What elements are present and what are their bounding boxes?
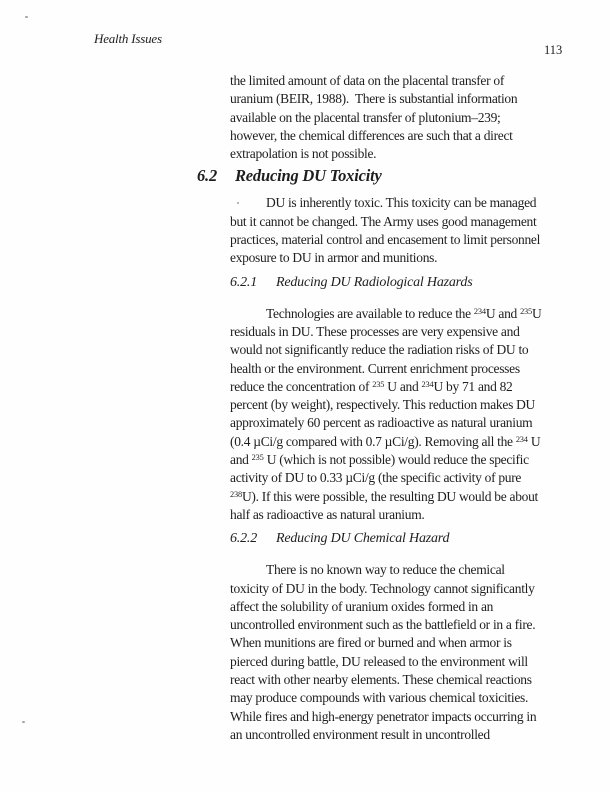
text-line: pierced during battle, DU released to the environment will — [230, 653, 528, 669]
text-line: health or the environment. Current enrichment processes — [230, 360, 520, 376]
paragraph — [230, 561, 577, 744]
text-line: approximately 60 percent as radioactive as natural uranium — [230, 415, 533, 431]
text-line: Technologies are available to reduce the $^{234}$U and $^{235}$U — [266, 305, 542, 321]
text-line: percent (by weight), respectively. This reduction makes DU — [230, 397, 535, 413]
text-line: DU is inherently toxic. This toxicity can be managed — [266, 195, 537, 211]
isotope-superscript: 234 — [421, 380, 434, 390]
text-line: the limited amount of data on the placental transfer of — [230, 73, 505, 88]
section-number: 6.2.2 — [230, 531, 258, 547]
text-line: would not significantly reduce the radiation risks of DU to — [230, 342, 529, 358]
text-line: (0.4 µCi/g compared with 0.7 µCi/g). Removing all the $^{234}$ U — [230, 433, 541, 449]
scan-speck — [22, 721, 25, 723]
text-line: may produce compounds with various chemical toxicities. — [230, 690, 529, 706]
text-line: practices, material control and encasement to limit personnel — [230, 232, 541, 248]
text-line: activity of DU to 0.33 µCi/g (the specific activity of pure — [230, 470, 522, 486]
section-heading — [197, 166, 577, 186]
text-line: exposure to DU in armor and munitions. — [230, 250, 438, 266]
section-number: 6.2.1 — [230, 274, 258, 290]
text-line: toxicity of DU in the body. Technology cannot significantly — [230, 580, 535, 596]
text-line: reduce the concentration of $^{235}$ U and $^{234}$U by 71 and 82 — [230, 378, 513, 394]
text-line: however, the chemical differences are such that a direct — [230, 127, 513, 143]
text-line: While fires and high-energy penetrator impacts occurring in — [230, 708, 537, 724]
text-line: There is no known way to reduce the chemical — [266, 562, 505, 578]
isotope-superscript: 234 — [473, 306, 486, 316]
text-line: and $^{235}$ U (which is not possible) would reduce the specific — [230, 452, 529, 468]
document-body — [197, 72, 577, 744]
section-title: Reducing DU Chemical Hazard — [276, 531, 450, 547]
text-line: When munitions are fired or burned and when armor is — [230, 635, 512, 651]
scan-speck — [25, 16, 28, 18]
running-header: Health Issues — [94, 31, 162, 46]
paragraph — [230, 72, 577, 163]
isotope-superscript: 234 — [515, 434, 528, 444]
isotope-superscript: 235 — [520, 306, 533, 316]
section-number: 6.2 — [197, 166, 218, 186]
scan-speck — [237, 202, 239, 204]
text-line: extrapolation is not possible. — [230, 146, 377, 162]
text-line: available on the placental transfer of plutonium–239; — [230, 109, 501, 125]
text-line: uranium (BEIR, 1988). There is substantial information — [230, 91, 518, 107]
text-line: affect the solubility of uranium oxides formed in an — [230, 598, 494, 614]
text-line: uncontrolled environment such as the battlefield or in a fire. — [230, 617, 536, 633]
paragraph — [230, 194, 577, 267]
text-line: residuals in DU. These processes are very expensive and — [230, 323, 520, 339]
text-line: but it cannot be changed. The Army uses good management — [230, 213, 537, 229]
section-title: Reducing DU Radiological Hazards — [276, 274, 473, 290]
text-line: $^{238}$U). If this were possible, the resulting DU would be about — [230, 488, 538, 504]
isotope-superscript: 235 — [372, 380, 385, 390]
text-line: an uncontrolled environment result in uncontrolled — [230, 726, 490, 742]
isotope-superscript: 238 — [230, 489, 242, 499]
page-number: 113 — [544, 43, 563, 57]
text-line: half as radioactive as natural uranium. — [230, 506, 425, 522]
section-title: Reducing DU Toxicity — [235, 166, 382, 186]
paragraph — [230, 305, 577, 525]
text-line: react with other nearby elements. These chemical reactions — [230, 672, 532, 688]
isotope-superscript: 235 — [251, 453, 264, 463]
subsection-heading — [230, 531, 577, 547]
subsection-heading — [230, 275, 577, 291]
